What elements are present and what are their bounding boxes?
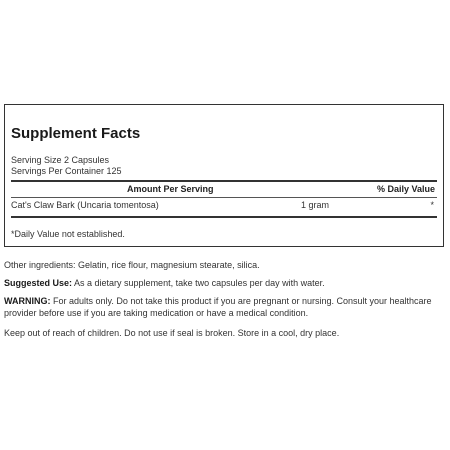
warning-label: WARNING:	[4, 296, 51, 306]
ingredient-amount: 1 gram	[301, 200, 330, 210]
suggested-use	[4, 277, 446, 289]
divider-thick-top	[11, 180, 437, 182]
divider-thin	[11, 197, 437, 198]
servings-per-container: Servings Per Container 125	[11, 166, 122, 176]
daily-value-header: % Daily Value	[376, 184, 435, 194]
serving-size: Serving Size 2 Capsules	[11, 155, 110, 165]
facts-title: Supplement Facts	[11, 125, 141, 142]
divider-thick-bottom	[11, 216, 437, 218]
warning-text: For adults only. Do not take this product if you are pregnant or nursing. Consult your healthcare provider before use if you are taking medication or have a medical condition.	[4, 296, 432, 318]
suggested-use-label: Suggested Use:	[4, 278, 73, 288]
ingredient-name: Cat's Claw Bark (Uncaria tomentosa)	[11, 200, 159, 210]
facts-header-row	[11, 184, 437, 196]
amount-per-serving-header: Amount Per Serving	[127, 184, 214, 194]
suggested-use-text: As a dietary supplement, take two capsules per day with water.	[72, 278, 325, 288]
warning	[4, 295, 446, 319]
daily-value-footnote: *Daily Value not established.	[11, 229, 125, 239]
ingredient-row	[11, 200, 437, 212]
supplement-facts-panel	[4, 104, 444, 247]
storage-instructions: Keep out of reach of children. Do not use if seal is broken. Store in a cool, dry place.	[4, 328, 340, 338]
other-ingredients: Other ingredients: Gelatin, rice flour, magnesium stearate, silica.	[4, 260, 260, 270]
ingredient-daily-value: *	[430, 200, 434, 210]
